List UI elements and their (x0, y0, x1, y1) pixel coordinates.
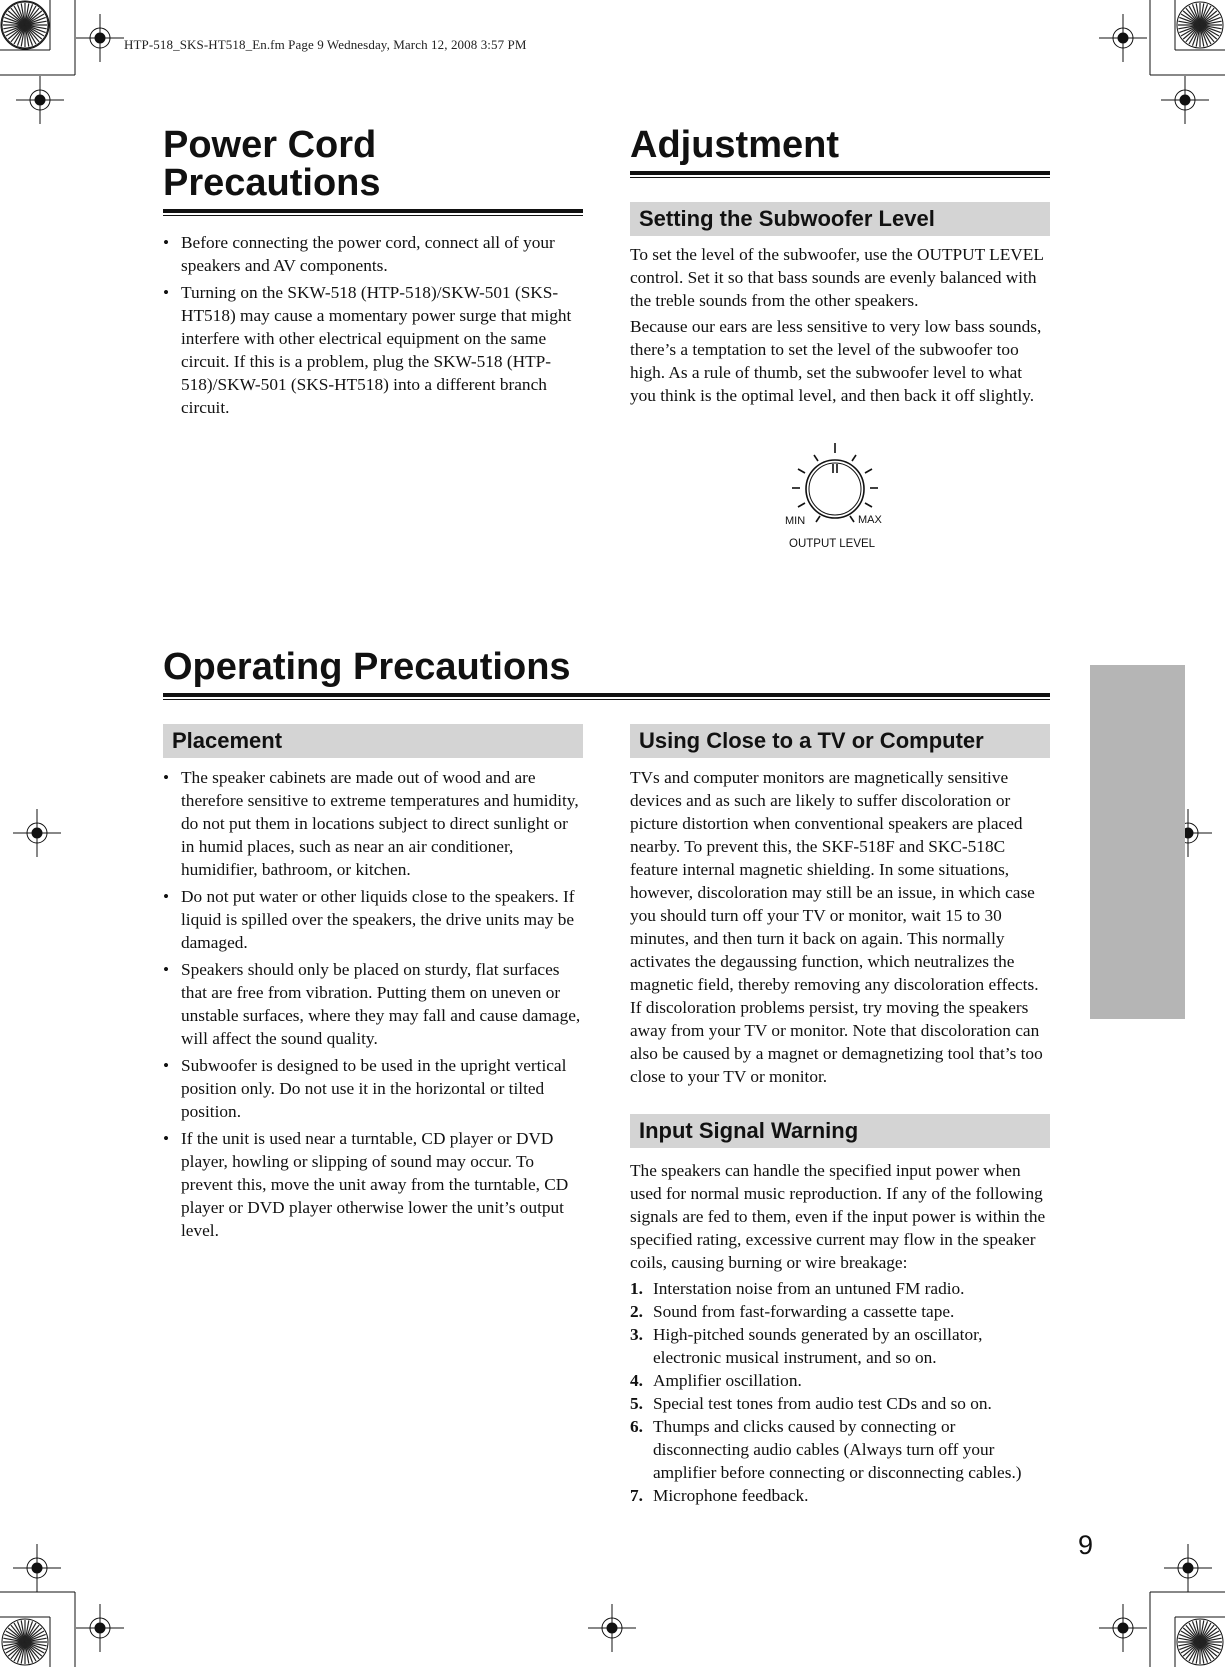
bullet-text: Speakers should only be placed on sturdy, flat surfaces that are free from vibration. Putting them on uneven or unstable surfaces, where they may fall and cause damage, will affect the sound quality. (181, 960, 581, 1048)
knob-caption: OUTPUT LEVEL (789, 538, 876, 550)
input-signal-section (630, 1159, 1052, 1507)
registration-starburst-icon (2, 1619, 48, 1665)
registration-starburst-icon (1177, 2, 1223, 48)
item-text: Special test tones from audio test CDs and so on. (653, 1394, 992, 1413)
item-number: 2. (630, 1302, 643, 1321)
registration-crosshair-icon (588, 1604, 636, 1652)
placement-heading: Placement (163, 724, 583, 758)
item-number: 7. (630, 1486, 643, 1505)
registration-crosshair-icon (13, 809, 61, 857)
list-item: • Subwoofer is designed to be used in the upright vertical position only. Do not use it in the horizontal or tilted position. (163, 1056, 567, 1121)
bullet-text: Subwoofer is designed to be used in the upright vertical position only. Do not use it in the horizontal or tilted position. (181, 1056, 567, 1121)
subwoofer-heading: Setting the Subwoofer Level (630, 202, 1050, 236)
operating-rule (163, 693, 1050, 700)
tv-section (630, 766, 1052, 1091)
placement-bullets (163, 766, 585, 1242)
subwoofer-section (630, 243, 1052, 410)
registration-crosshair-icon (1099, 14, 1147, 62)
registration-crosshair-icon (76, 14, 124, 62)
tv-heading: Using Close to a TV or Computer (630, 724, 1050, 758)
placement-section (163, 766, 585, 1246)
item-number: 4. (630, 1371, 643, 1390)
page-number: 9 (1078, 1530, 1094, 1560)
registration-crosshair-icon (13, 1544, 61, 1592)
bullet-text: Do not put water or other liquids close to the speakers. If liquid is spilled over the speakers, the drive units may be damaged. (181, 887, 575, 952)
list-item: • Speakers should only be placed on sturdy, flat surfaces that are free from vibration. Putting them on uneven or unstable surfaces, where they may fall and cause damage, will affect the sound quality. (163, 960, 581, 1048)
bullet-text: Before connecting the power cord, connect all of your speakers and AV components. (181, 233, 555, 275)
bullet-text: The speaker cabinets are made out of wood and are therefore sensitive to extreme temperatures and humidity, do not put them in locations subject to direct sunlight or in humid places, such as near an air conditioner, humidifier, bathroom, or kitchen. (181, 768, 579, 879)
item-text: Sound from fast-forwarding a cassette tape. (653, 1302, 955, 1321)
list-item: • Turning on the SKW-518 (HTP-518)/SKW-501 (SKS-HT518) may cause a momentary power surge that might interfere with other electrical equipment on the same circuit. If this is a problem, plug the SKW-518 (HTP-518)/SKW-501 (SKS-HT518) into a different branch circuit. (163, 283, 572, 417)
list-item: • If the unit is used near a turntable, CD player or DVD player, howling or slipping of sound may occur. To prevent this, move the unit away from the turntable, CD player or DVD player otherwise lower the unit’s output level. (163, 1129, 569, 1240)
registration-crosshair-icon (1099, 1604, 1147, 1652)
power-cord-title (163, 126, 381, 202)
list-item: • Before connecting the power cord, connect all of your speakers and AV components. (163, 233, 555, 275)
registration-crosshair-icon (1164, 1544, 1212, 1592)
registration-crosshair-icon (76, 1604, 124, 1652)
input-signal-para: The speakers can handle the specified input power when used for normal music reproduction. If any of the following signals are fed to them, even if the input power is within the specified rating, excessive current may flow in the speaker coils, causing burning or wire breakage: (630, 1161, 1046, 1272)
power-cord-section (163, 231, 585, 423)
item-text: High-pitched sounds generated by an oscillator, electronic musical instrument, and so on. (653, 1325, 983, 1367)
item-number: 6. (630, 1417, 643, 1436)
power-cord-title-line1: Power Cord (163, 124, 377, 166)
list-item (630, 1415, 1052, 1484)
item-text: Microphone feedback. (653, 1486, 809, 1505)
subwoofer-para1: To set the level of the subwoofer, use the OUTPUT LEVEL control. Set it so that bass sounds are evenly balanced with the treble sounds from the other speakers. (630, 245, 1044, 310)
registration-starburst-icon (1177, 1619, 1223, 1665)
item-number: 3. (630, 1325, 643, 1344)
list-item (630, 1277, 1052, 1300)
adjustment-title: Adjustment (630, 124, 839, 166)
item-number: 5. (630, 1394, 643, 1413)
list-item (630, 1323, 1052, 1369)
list-item (630, 1300, 1052, 1323)
item-text: Thumps and clicks caused by connecting or disconnecting audio cables (Always turn off your amplifier before connecting or disconnecting cables.) (653, 1417, 1022, 1482)
item-number: 1. (630, 1279, 643, 1298)
power-cord-rule (163, 209, 583, 216)
power-cord-title-line2: Precautions (163, 162, 381, 204)
list-item (630, 1392, 1052, 1415)
registration-crosshair-icon (16, 76, 64, 124)
subwoofer-para2: Because our ears are less sensitive to very low bass sounds, there’s a temptation to set the level of the subwoofer too high. As a rule of thumb, set the subwoofer level to what you think is the optimal level, and then back it off slightly. (630, 317, 1042, 405)
adjustment-rule (630, 171, 1050, 178)
knob-min-label: MIN (785, 515, 806, 527)
registration-starburst-icon (2, 2, 48, 48)
operating-title: Operating Precautions (163, 646, 571, 688)
power-cord-bullets (163, 231, 585, 419)
knob-max-label: MAX (858, 514, 882, 526)
bullet-text: Turning on the SKW-518 (HTP-518)/SKW-501 (SKS-HT518) may cause a momentary power surge that might interfere with other electrical equipment on the same circuit. If this is a problem, plug the SKW-518 (HTP-518)/SKW-501 (SKS-HT518) into a different branch circuit. (181, 283, 572, 417)
file-header: HTP-518_SKS-HT518_En.fm Page 9 Wednesday, March 12, 2008 3:57 PM (124, 37, 527, 52)
bullet-text: If the unit is used near a turntable, CD player or DVD player, howling or slipping of sound may occur. To prevent this, move the unit away from the turntable, CD player or DVD player otherwise lower the unit’s output level. (181, 1129, 569, 1240)
side-tab (1090, 665, 1185, 1019)
item-text: Interstation noise from an untuned FM radio. (653, 1279, 965, 1298)
item-text: Amplifier oscillation. (653, 1371, 802, 1390)
tv-para: TVs and computer monitors are magnetically sensitive devices and as such are likely to suffer discoloration or picture distortion when conventional speakers are placed nearby. To prevent this, the SKF-518F and SKC-518C feature internal magnetic shielding. In some situations, however, discoloration may still be an issue, in which case you should turn off your TV or monitor, wait 15 to 30 minutes, and then turn it back on again. This normally activates the degaussing function, which neutralizes the magnetic field, thereby removing any discoloration effects. If discoloration problems persist, try moving the speakers away from your TV or monitor. Note that discoloration can also be caused by a magnet or demagnetizing tool that’s too close to your TV or monitor. (630, 768, 1043, 1086)
input-signal-heading: Input Signal Warning (630, 1114, 1050, 1148)
list-item (630, 1484, 1052, 1507)
list-item: • Do not put water or other liquids close to the speakers. If liquid is spilled over the speakers, the drive units may be damaged. (163, 887, 575, 952)
registration-crosshair-icon (1161, 76, 1209, 124)
input-signal-list (630, 1277, 1052, 1507)
list-item: • The speaker cabinets are made out of wood and are therefore sensitive to extreme temperatures and humidity, do not put them in locations subject to direct sunlight or in humid places, such as near an air conditioner, humidifier, bathroom, or kitchen. (163, 768, 579, 879)
list-item (630, 1369, 1052, 1392)
output-level-knob-icon (770, 435, 900, 555)
